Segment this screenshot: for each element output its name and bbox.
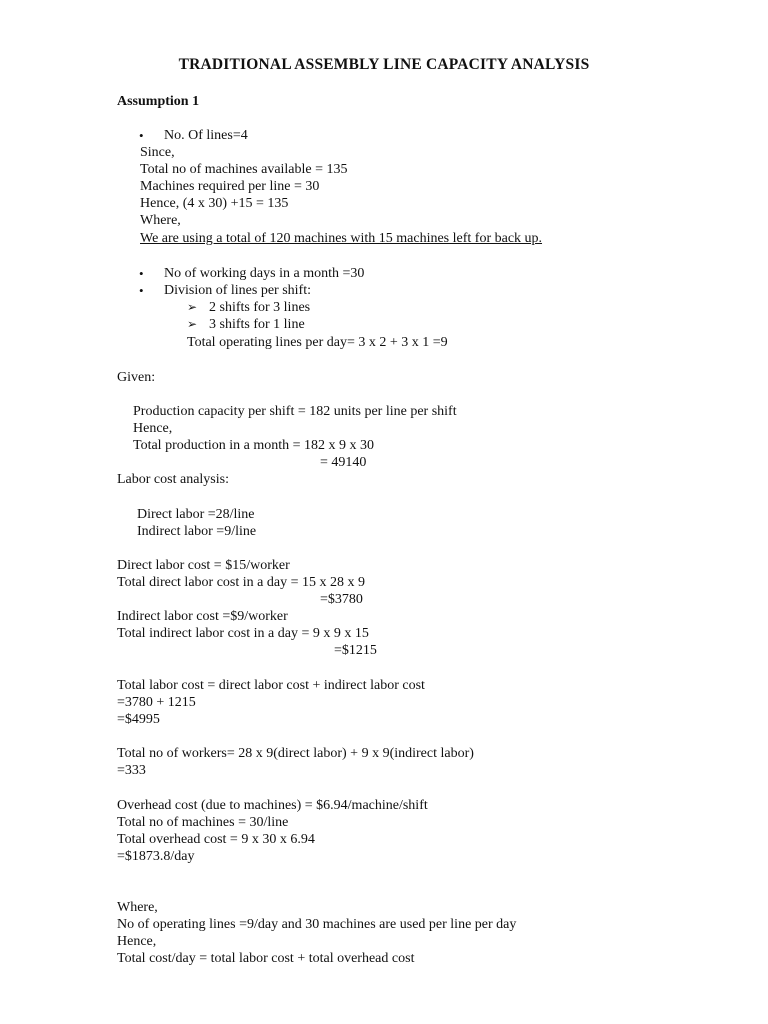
where-text: Where, [140,213,181,228]
total-workers-text: Total no of workers= 28 x 9(direct labor) + 9 x 9(indirect labor) [117,746,474,761]
total-machines-text: Total no of machines available = 135 [140,162,348,177]
direct-cost-text: Direct labor cost = $15/worker [117,558,290,573]
hence-text: Hence, [133,421,173,436]
summary-total-cost-text: Total cost/day = total labor cost + total overhead cost [117,951,415,966]
summary-where-text: Where, [117,900,158,915]
summary-operating-text: No of operating lines =9/day and 30 machines are used per line per day [117,917,517,932]
shift-b-item: ➢ 3 shifts for 1 line [209,316,305,333]
assumption-heading: Assumption 1 [117,94,200,109]
overhead-total-result: =$1873.8/day [117,849,195,864]
total-production-text: Total production in a month = 182 x 9 x 30 [133,438,375,453]
total-production-result: = 49140 [320,455,367,470]
total-direct-text: Total direct labor cost in a day = 15 x 28 x 9 [117,575,365,590]
labor-heading: Labor cost analysis: [117,472,229,487]
overhead-cost-text: Overhead cost (due to machines) = $6.94/machine/shift [117,798,428,813]
capacity-text: Production capacity per shift = 182 units per line per shift [133,404,457,419]
total-labor-result: =$4995 [117,712,160,727]
lines-bullet: • No. Of lines=4 [164,127,248,144]
total-direct-result: =$3780 [320,592,363,607]
backup-note: We are using a total of 120 machines with 15 machines left for back up. [140,231,543,246]
direct-per-line-text: Direct labor =28/line [137,507,255,522]
hence-calc-text: Hence, (4 x 30) +15 = 135 [140,196,289,211]
since-text: Since, [140,145,175,160]
division-bullet: • Division of lines per shift: [164,282,311,299]
total-labor-text: Total labor cost = direct labor cost + indirect labor cost [117,678,425,693]
page-title: TRADITIONAL ASSEMBLY LINE CAPACITY ANALYSIS [178,56,590,73]
indirect-cost-text: Indirect labor cost =$9/worker [117,609,288,624]
total-workers-result: =333 [117,763,146,778]
total-indirect-text: Total indirect labor cost in a day = 9 x 9 x 15 [117,626,369,641]
shift-a-item: ➢ 2 shifts for 3 lines [209,299,310,316]
overhead-machines-text: Total no of machines = 30/line [117,815,289,830]
total-labor-sum: =3780 + 1215 [117,695,196,710]
machines-per-line-text: Machines required per line = 30 [140,179,320,194]
working-days-bullet: • No of working days in a month =30 [164,265,364,282]
total-indirect-result: =$1215 [334,643,377,658]
given-heading: Given: [117,370,156,385]
summary-hence-text: Hence, [117,934,157,949]
operating-lines-text: Total operating lines per day= 3 x 2 + 3 x 1 =9 [187,335,448,350]
overhead-total-text: Total overhead cost = 9 x 30 x 6.94 [117,832,315,847]
indirect-per-line-text: Indirect labor =9/line [137,524,257,539]
